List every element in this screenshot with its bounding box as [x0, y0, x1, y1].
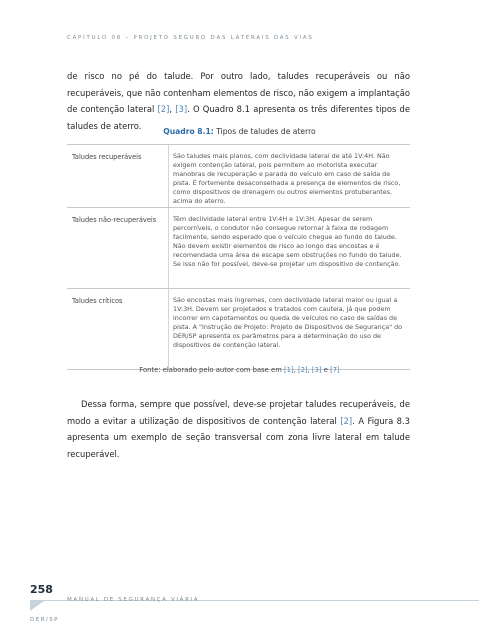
footer-triangle-decoration — [30, 601, 44, 611]
conclusion-paragraph — [67, 396, 410, 462]
footer-manual-title: MANUAL DE SEGURANÇA VIÁRIA — [67, 597, 200, 603]
conclusion-text-b: . A Figura 8.3 apresenta um exemplo de seção transversal com zona livre lateral em talude recuperável. — [67, 415, 410, 459]
reference-link-3[interactable]: [3] — [311, 366, 322, 374]
intro-text-b: , — [169, 104, 176, 114]
slope-type-cell: Taludes não-recuperáveis — [72, 216, 157, 224]
source-text: Fonte: elaborado pelo autor com base em — [139, 366, 284, 374]
slope-type-cell: Taludes recuperáveis — [72, 153, 142, 161]
chapter-header: CAPÍTULO 08 – PROJETO SEGURO DAS LATERAIS DAS VIAS — [67, 35, 314, 41]
reference-link-7[interactable]: [7] — [330, 366, 340, 374]
reference-link-2[interactable]: [2] — [297, 366, 308, 374]
table-row — [67, 289, 410, 370]
source-separator: , — [307, 366, 312, 374]
footer-organization: DER/SP — [30, 617, 59, 623]
reference-link-3[interactable]: [3] — [175, 104, 188, 114]
quadro-caption — [0, 127, 479, 136]
table-row — [67, 145, 410, 208]
slope-type-cell: Taludes críticos — [72, 297, 123, 305]
table-row — [67, 208, 410, 289]
source-separator: e — [321, 366, 331, 374]
quadro-label: Quadro 8.1: — [163, 127, 214, 136]
intro-text-a: de risco no pé do talude. Por outro lado, taludes recuperáveis ou não recuperáveis, que não contenham elementos de risco, não exigem a implantação de contenção lateral — [67, 71, 410, 114]
source-separator: , — [293, 366, 298, 374]
conclusion-text-a: Dessa forma, sempre que possível, deve-se projetar taludes recuperáveis, de modo a evitar a utilização de dispositivos de contenção lateral — [67, 399, 410, 426]
slope-description-cell: Têm declividade lateral entre 1V:4H e 1V:3H. Apesar de serem percorríveis, o condutor não consegue retornar à faixa de rodagem facilmente, sendo esperado que o veículo chegue ao fundo do talude. Não devem existir elementos de risco ao longo das encostas e é recomendada uma área de escape sem obstruções no fundo do talude. Se isso não for possível, deve-se projetar um dispositivo de contenção. — [168, 208, 410, 288]
reference-link-2[interactable]: [2] — [157, 104, 170, 114]
reference-link-1[interactable]: [1] — [283, 366, 294, 374]
slopes-table — [67, 144, 410, 370]
reference-link-2[interactable]: [2] — [340, 415, 353, 426]
page-number: 258 — [30, 583, 53, 596]
quadro-title: Tipos de taludes de aterro — [213, 127, 316, 136]
table-source — [0, 366, 479, 374]
intro-paragraph — [67, 68, 410, 134]
slope-description-cell: São encostas mais íngremes, com declividade lateral maior ou igual a 1V:3H. Devem ser projetados e tratados com cautela, já que podem incorrer em capotamentos ou queda de veículos no caso de saídas de pista. A "Instrução de Projeto: Projeto de Dispositivos de Segurança" do DER/SP apresenta os parâmetros para a determinação do uso de dispositivos de contenção lateral. — [168, 289, 410, 369]
slope-description-cell: São taludes mais planos, com declividade lateral de até 1V:4H. Não exigem contenção lateral, pois permitem ao motorista executar manobras de recuperação e parada do veículo em caso de saída de pista. É fortemente desaconselhada a presença de elementos de risco, como dispositivos de drenagem ou outros elementos protuberantes, acima do aterro. — [168, 145, 410, 207]
intro-text-c: . O Quadro 8.1 apresenta os três diferentes tipos de taludes de aterro. — [67, 104, 410, 131]
